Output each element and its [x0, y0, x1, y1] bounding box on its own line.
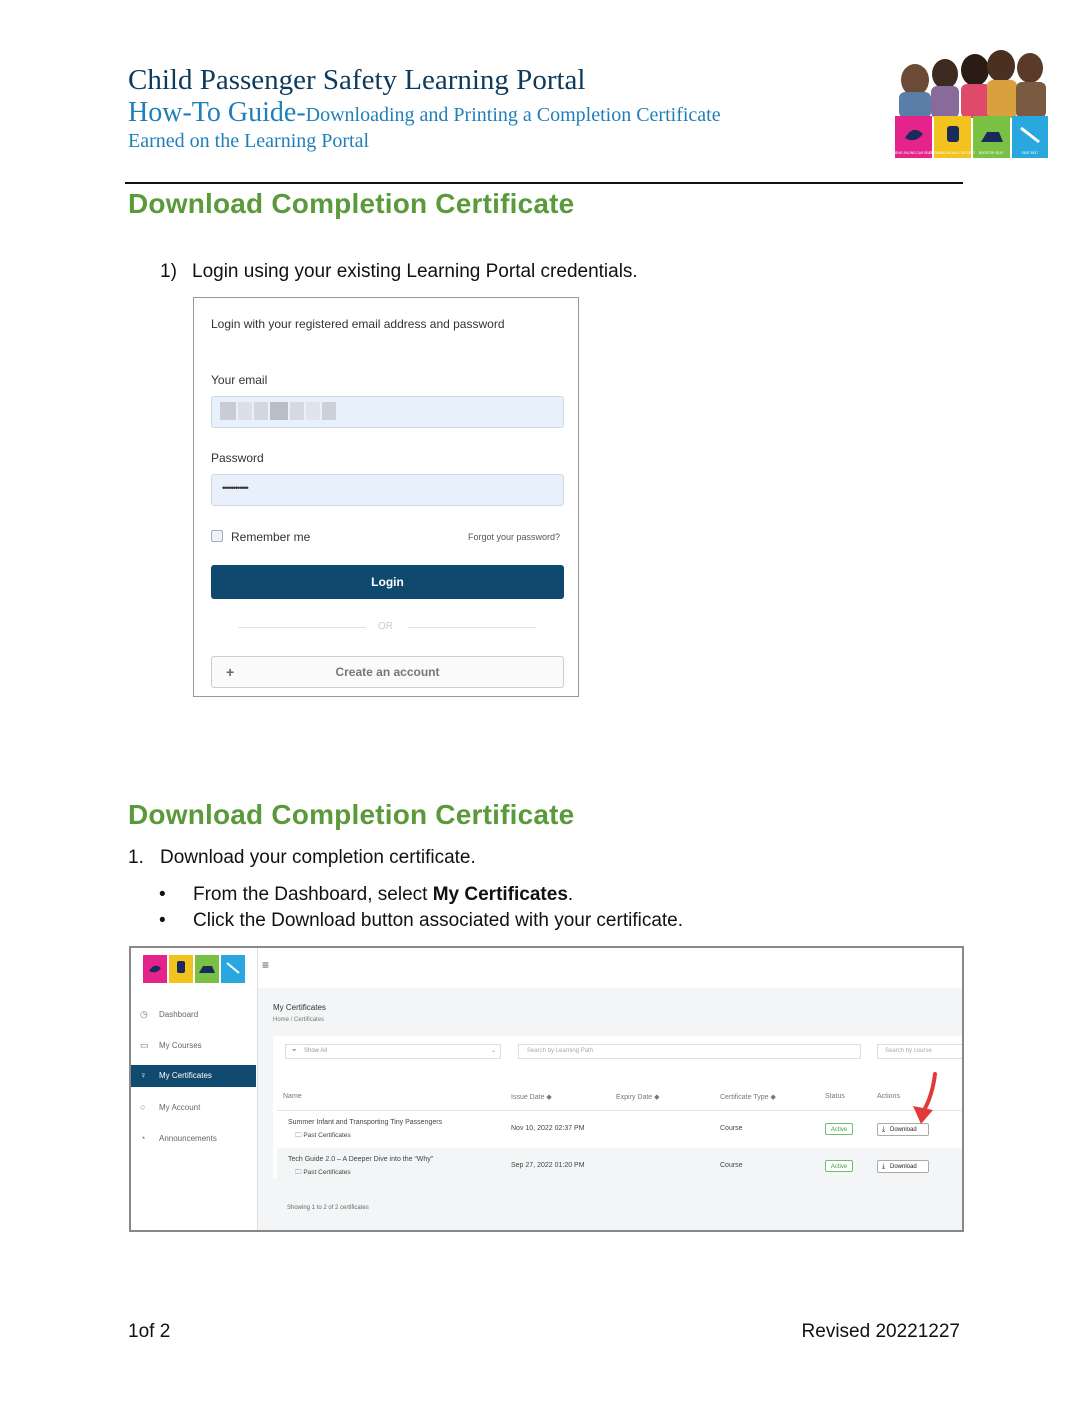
bullet-1-bold: My Certificates: [432, 884, 568, 905]
nav-label: Dashboard: [159, 1010, 199, 1019]
column-certificate-type[interactable]: Certificate Type ◆: [720, 1094, 776, 1101]
red-arrow-annotation: [907, 1072, 947, 1128]
bullet-1-pre: From the Dashboard, select: [193, 884, 433, 905]
page-number: 1of 2: [128, 1321, 171, 1342]
section-heading-2: Download Completion Certificate: [128, 799, 575, 830]
nav-my-certificates[interactable]: [131, 1065, 256, 1087]
login-intro: Login with your registered email address and password: [211, 317, 505, 331]
sidebar: [131, 948, 258, 1230]
certificates-card: [273, 1036, 964, 1178]
plus-icon: +: [226, 664, 235, 680]
guide-title: [128, 97, 721, 129]
issue-date: Nov 10, 2022 02:37 PM: [511, 1125, 585, 1132]
status-badge: Active: [825, 1123, 853, 1135]
document-title: Child Passenger Safety Learning Portal: [128, 64, 586, 96]
download-label: Download: [890, 1164, 917, 1170]
login-panel: [193, 297, 579, 697]
header-divider: [125, 182, 963, 184]
revised-date: Revised 20221227: [801, 1321, 960, 1342]
chevron-down-icon: ⌄: [490, 1048, 496, 1054]
search-learning-path-input[interactable]: [518, 1044, 861, 1059]
table-row: [277, 1148, 964, 1185]
search-course-input[interactable]: [877, 1044, 964, 1059]
nav-my-account[interactable]: [131, 1097, 256, 1119]
page-title: My Certificates: [273, 1003, 326, 1012]
or-divider-left: [238, 627, 366, 628]
nav-dashboard[interactable]: [131, 1004, 256, 1026]
column-status: Status: [825, 1093, 845, 1100]
certificate-group: [295, 1168, 351, 1179]
nav-label: Announcements: [159, 1134, 217, 1143]
download-icon: ⤓: [882, 1163, 886, 1170]
download-button[interactable]: [877, 1160, 929, 1173]
account-icon: ○: [140, 1102, 146, 1112]
nav-label: My Certificates: [159, 1071, 212, 1080]
login-button[interactable]: Login: [211, 565, 564, 599]
guide-prefix: How-To Guide-: [128, 97, 306, 128]
tile-label-3: BOOSTER SEAT: [978, 151, 1004, 155]
nav-label: My Courses: [159, 1041, 202, 1050]
guide-title-line2: Earned on the Learning Portal: [128, 130, 370, 152]
folder-icon: 🗀: [295, 1132, 302, 1139]
certificate-name: Tech Guide 2.0 – A Deeper Dive into the “Why”: [288, 1156, 434, 1163]
download-icon: ⤓: [882, 1126, 886, 1133]
remember-me-checkbox[interactable]: [211, 530, 223, 542]
certificate-group: [295, 1131, 351, 1142]
bullet-1-post: .: [567, 884, 574, 905]
or-label: OR: [378, 621, 393, 632]
download-label: Download: [890, 1127, 917, 1133]
table-row: [277, 1111, 964, 1148]
nav-my-courses[interactable]: [131, 1035, 256, 1057]
step-text-1: Login using your existing Learning Portal credentials.: [192, 261, 638, 282]
column-issue-date[interactable]: Issue Date ◆: [511, 1094, 552, 1101]
bullet-2-text: Click the Download button associated with your certificate.: [193, 910, 684, 931]
blurred-email-value: [220, 402, 340, 420]
certificate-icon: ♀: [140, 1070, 147, 1080]
email-field[interactable]: [211, 396, 564, 428]
password-field[interactable]: [211, 474, 564, 506]
create-account-button[interactable]: [211, 656, 564, 688]
breadcrumb-home[interactable]: Home: [273, 1017, 290, 1023]
column-actions: Actions: [877, 1093, 900, 1100]
portal-logo: [143, 955, 245, 983]
guide-rest: Downloading and Printing a Completion Certificate: [305, 104, 721, 126]
step-number-1: 1): [160, 261, 177, 282]
forgot-password-link[interactable]: Forgot your password?: [468, 532, 561, 542]
breadcrumb: [273, 1017, 324, 1023]
search-course-placeholder: Search by course: [885, 1048, 932, 1054]
tile-label-1: REAR-FACING CAR SEAT: [893, 151, 933, 155]
column-name[interactable]: Name: [283, 1093, 302, 1100]
announcements-icon: ◔: [140, 1133, 146, 1143]
nav-announcements[interactable]: [131, 1128, 256, 1150]
column-expiry-date[interactable]: Expiry Date ◆: [616, 1094, 660, 1101]
certificate-type: Course: [720, 1125, 743, 1132]
certificate-type: Course: [720, 1162, 743, 1169]
certificate-name: Summer Infant and Transporting Tiny Passengers: [288, 1119, 443, 1126]
step-text-2: Download your completion certificate.: [160, 847, 476, 868]
certificate-group-label: Past Certificates: [303, 1132, 351, 1139]
create-account-label: Create an account: [335, 665, 440, 679]
showing-count: Showing 1 to 2 of 2 certificates: [287, 1205, 369, 1211]
hamburger-menu-icon[interactable]: ≡: [262, 958, 270, 972]
breadcrumb-current: Certificates: [294, 1017, 325, 1023]
dashboard-icon: ◷: [140, 1009, 148, 1019]
password-label: Password: [211, 451, 264, 465]
folder-icon: 🗀: [295, 1169, 302, 1176]
filter-value: Show All: [304, 1048, 328, 1054]
password-value: ••••••••••••: [222, 483, 248, 493]
status-badge: Active: [825, 1160, 853, 1172]
filter-select[interactable]: [285, 1044, 501, 1059]
tile-label-4: SEAT BELT: [1021, 151, 1039, 155]
search-learning-path-placeholder: Search by Learning Path: [527, 1048, 594, 1054]
nav-label: My Account: [159, 1103, 201, 1112]
step-number-2: 1.: [128, 847, 144, 868]
certificate-group-label: Past Certificates: [303, 1169, 351, 1176]
section-heading-1: Download Completion Certificate: [128, 188, 575, 219]
tile-label-2: FORWARD-FACING CAR SEAT: [929, 151, 975, 155]
main-content: [258, 988, 964, 1230]
dashboard-screenshot: [129, 946, 964, 1232]
courses-icon: ▭: [140, 1040, 149, 1050]
filter-icon: ⏷: [292, 1048, 297, 1054]
or-divider-right: [408, 627, 536, 628]
remember-me-label: Remember me: [231, 530, 311, 544]
issue-date: Sep 27, 2022 01:20 PM: [511, 1162, 585, 1169]
breadcrumb-separator: /: [290, 1017, 293, 1023]
children-car-seat-image: [893, 40, 1050, 160]
email-label: Your email: [211, 373, 268, 387]
